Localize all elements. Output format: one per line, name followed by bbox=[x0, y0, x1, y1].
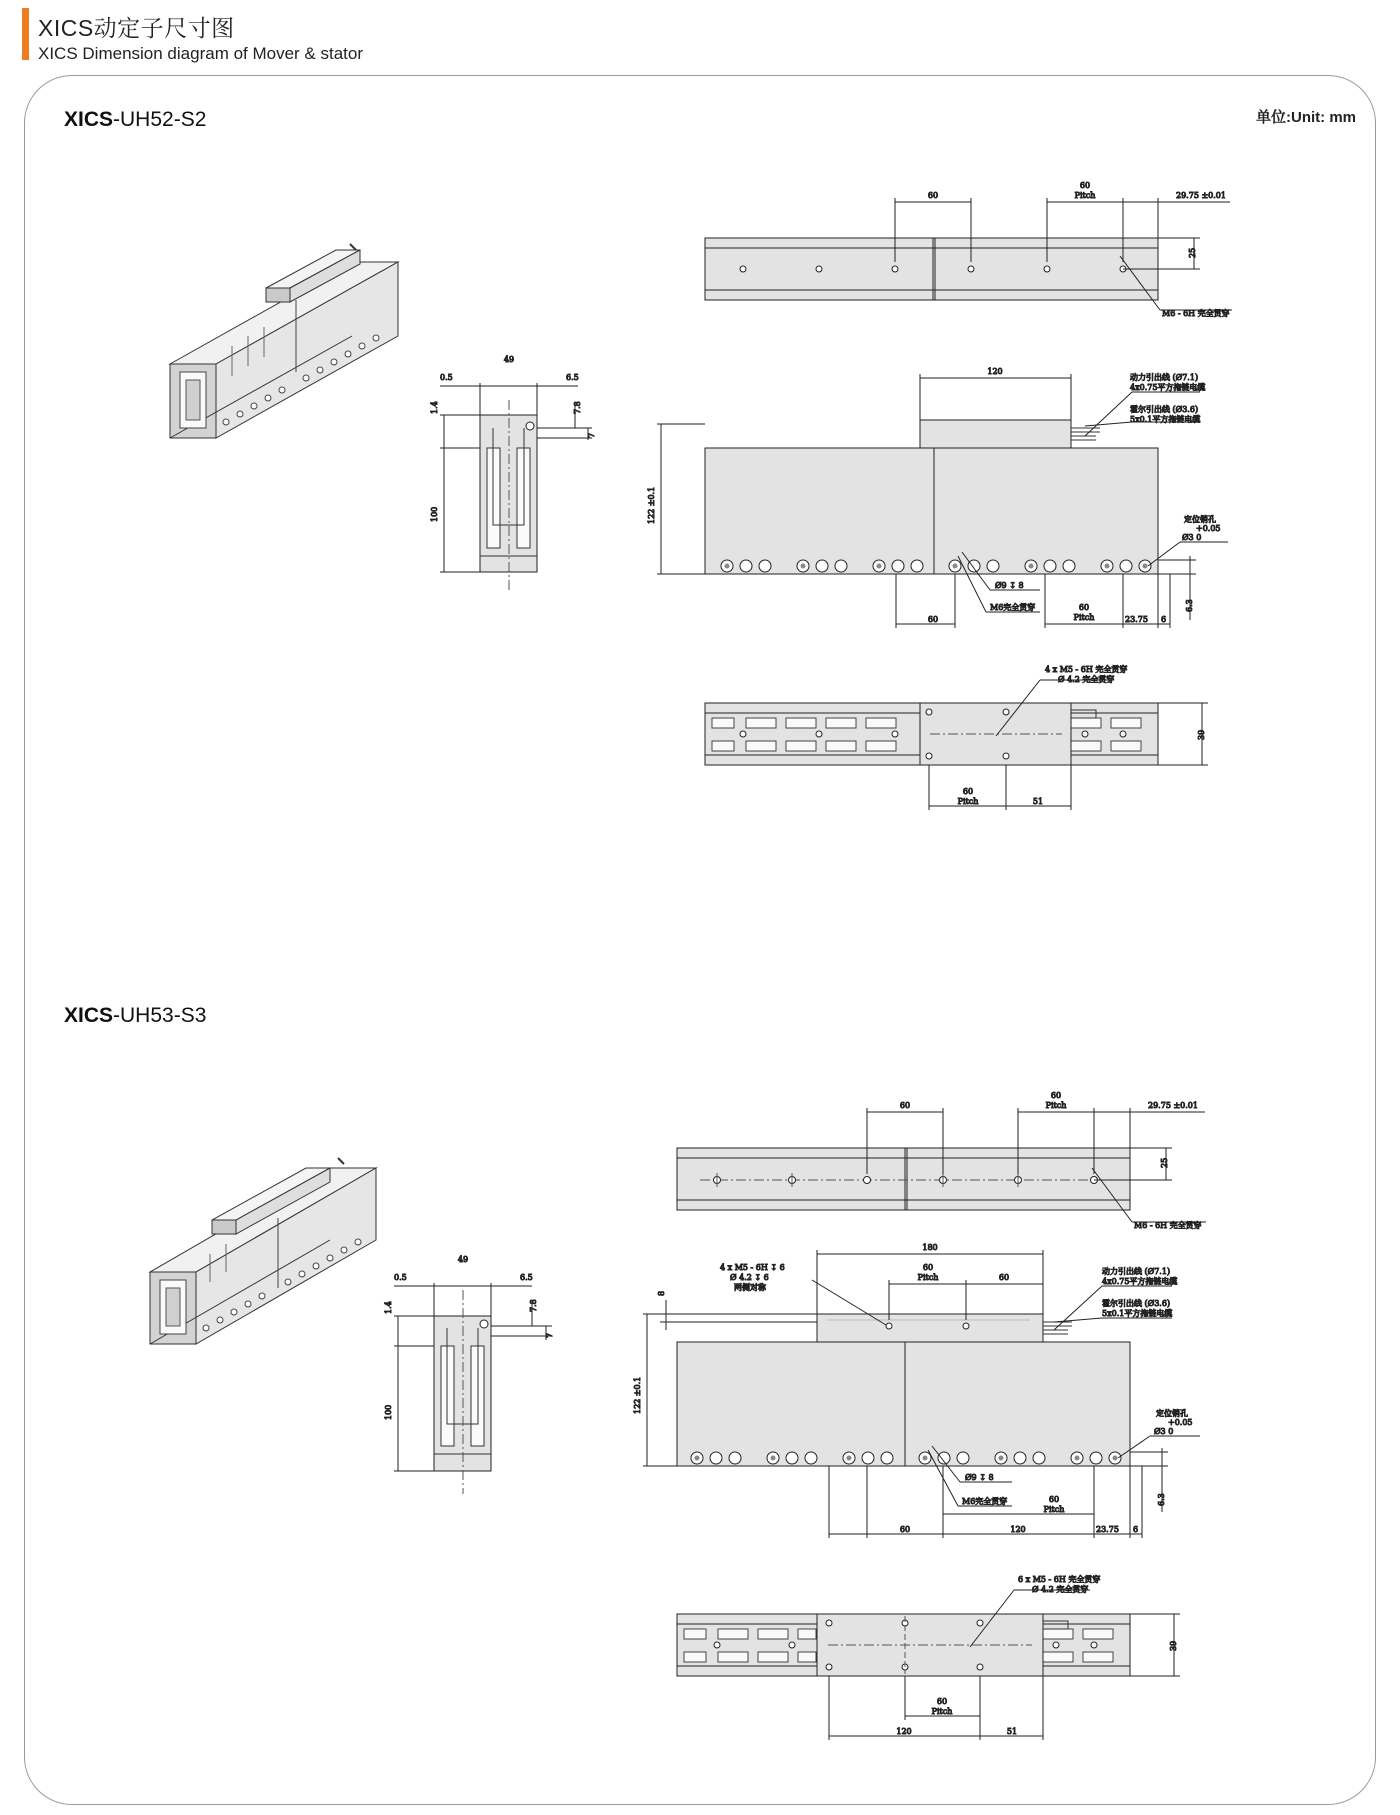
page-subtitle: XICS Dimension diagram of Mover & stator bbox=[38, 44, 364, 63]
dim-7: 7 bbox=[587, 432, 596, 438]
bottom-view-1 bbox=[705, 680, 1208, 810]
bottom-note-1: 4 x M5 - 6H 完全贯穿 bbox=[1045, 665, 1128, 674]
dim-side-mover-60: 60 bbox=[998, 1273, 1010, 1282]
note-hall-cable-spec: 5x0.1平方拖链电缆 bbox=[1130, 415, 1201, 424]
note-hall-cable-spec: 5x0.1平方拖链电缆 bbox=[1102, 1309, 1173, 1318]
dim-top-pitch: 60 bbox=[1079, 181, 1091, 190]
dim-side-120: 120 bbox=[1010, 1525, 1026, 1534]
dim-bottom-120: 120 bbox=[896, 1727, 912, 1736]
top-hole-note: M6 - 6H 完全贯穿 bbox=[1162, 309, 1230, 318]
dim-1-4: 1.4 bbox=[430, 401, 439, 414]
dim-side-60: 60 bbox=[927, 615, 939, 624]
note-cbore: Ø9 ↧ 8 bbox=[965, 1473, 994, 1482]
dim-top-pitch: 60 bbox=[1050, 1091, 1062, 1100]
dim-0-5: 0.5 bbox=[394, 1273, 407, 1282]
dim-side-122: 122 ±0.1 bbox=[647, 486, 656, 524]
mover-note-1: 4 x M5 - 6H ↧ 6 bbox=[720, 1263, 785, 1272]
top-view-2 bbox=[677, 1108, 1206, 1222]
note-pin-hole: 定位销孔 bbox=[1184, 515, 1216, 524]
model-title-2: XICS-UH53-S3 bbox=[64, 1004, 207, 1027]
note-power-cable: 动力引出线 (Ø7.1) bbox=[1102, 1267, 1171, 1276]
dim-bottom-pitch: 60 bbox=[936, 1697, 948, 1706]
dim-7-8: 7.8 bbox=[529, 1299, 538, 1312]
dim-49: 49 bbox=[503, 355, 515, 364]
dim-side-6: 6 bbox=[1133, 1525, 1139, 1534]
dim-6-5: 6.5 bbox=[566, 373, 579, 382]
dim-bottom-39: 39 bbox=[1169, 1640, 1178, 1651]
bottom-view-2 bbox=[677, 1590, 1180, 1740]
iso-view-1 bbox=[170, 244, 398, 438]
dim-side-6-3: 6.3 bbox=[1157, 1493, 1166, 1506]
dim-side-mover-pitch: 60 bbox=[922, 1263, 934, 1272]
note-power-cable: 动力引出线 (Ø7.1) bbox=[1130, 373, 1199, 382]
dim-bottom-pitch: 60 bbox=[962, 787, 974, 796]
bottom-note-2: Ø 4.2 完全贯穿 bbox=[1032, 1585, 1089, 1594]
note-pin-hole: 定位销孔 bbox=[1156, 1409, 1188, 1418]
dim-side-6-3: 6.3 bbox=[1185, 599, 1194, 612]
dim-side-pitch: 60 bbox=[1078, 603, 1090, 612]
note-hall-cable: 霍尔引出线 (Ø3.6) bbox=[1130, 405, 1199, 414]
dim-side-23-75: 23.75 bbox=[1125, 615, 1148, 624]
dim-top-60: 60 bbox=[927, 191, 939, 200]
dim-side-60: 60 bbox=[899, 1525, 911, 1534]
side-view-2 bbox=[643, 1250, 1200, 1538]
cross-section-1 bbox=[440, 383, 592, 592]
dim-side-120: 120 bbox=[987, 367, 1003, 376]
dim-bottom-51: 51 bbox=[1006, 1727, 1018, 1736]
mover-note-3: 两侧对称 bbox=[734, 1283, 766, 1292]
note-pin-tol: +0.05 bbox=[1196, 524, 1221, 533]
dim-top-end: 29.75 ±0.01 bbox=[1176, 191, 1226, 200]
page-title: XICS动定子尺寸图 bbox=[38, 15, 235, 41]
top-view-1 bbox=[705, 198, 1232, 310]
dim-top-25: 25 bbox=[1188, 247, 1197, 258]
model-title-1: XICS-UH52-S2 bbox=[64, 108, 207, 131]
dim-side-mover-pitch-word: Pitch bbox=[917, 1273, 939, 1282]
dim-0-5: 0.5 bbox=[440, 373, 453, 382]
dim-bottom-pitch-word: Pitch bbox=[957, 797, 979, 806]
unit-label: 单位:Unit: mm bbox=[1256, 109, 1356, 126]
dim-side-23-75: 23.75 bbox=[1096, 1525, 1119, 1534]
dim-bottom-39: 39 bbox=[1197, 729, 1206, 740]
top-hole-note: M6 - 6H 完全贯穿 bbox=[1134, 1221, 1202, 1230]
dim-6-5: 6.5 bbox=[520, 1273, 533, 1282]
note-hall-cable: 霍尔引出线 (Ø3.6) bbox=[1102, 1299, 1171, 1308]
dim-top-end: 29.75 ±0.01 bbox=[1148, 1101, 1198, 1110]
note-m6: M6完全贯穿 bbox=[962, 1497, 1008, 1506]
note-pin-tol: +0.05 bbox=[1168, 1418, 1193, 1427]
dim-100: 100 bbox=[430, 506, 439, 522]
dim-bottom-pitch-word: Pitch bbox=[931, 1707, 953, 1716]
iso-view-2 bbox=[150, 1158, 376, 1344]
dim-side-pitch-word: Pitch bbox=[1073, 613, 1095, 622]
dim-side-122: 122 ±0.1 bbox=[633, 1376, 642, 1414]
dim-top-60: 60 bbox=[899, 1101, 911, 1110]
note-power-cable-spec: 4x0.75平方拖链电缆 bbox=[1102, 1277, 1178, 1286]
note-m6: M6完全贯穿 bbox=[990, 603, 1036, 612]
cross-section-2 bbox=[394, 1283, 552, 1494]
dim-top-pitch-word: Pitch bbox=[1074, 191, 1096, 200]
dim-top-25: 25 bbox=[1160, 1157, 1169, 1168]
note-pin-dia: Ø3 0 bbox=[1154, 1427, 1174, 1436]
note-cbore: Ø9 ↧ 8 bbox=[995, 581, 1024, 590]
bottom-note-1: 6 x M5 - 6H 完全贯穿 bbox=[1018, 1575, 1101, 1584]
dim-top-pitch-word: Pitch bbox=[1045, 1101, 1067, 1110]
note-pin-dia: Ø3 0 bbox=[1182, 533, 1202, 542]
dim-1-4: 1.4 bbox=[384, 1301, 393, 1314]
dim-7-8: 7.8 bbox=[573, 401, 582, 414]
dim-7: 7 bbox=[545, 1332, 554, 1338]
dim-100: 100 bbox=[384, 1404, 393, 1420]
mover-note-2: Ø 4.2 ↧ 6 bbox=[730, 1273, 769, 1282]
note-power-cable-spec: 4x0.75平方拖链电缆 bbox=[1130, 383, 1206, 392]
dim-side-6: 6 bbox=[1161, 615, 1167, 624]
dim-side-pitch: 60 bbox=[1048, 1495, 1060, 1504]
dim-49: 49 bbox=[457, 1255, 469, 1264]
dim-side-8: 8 bbox=[657, 1290, 666, 1296]
dim-bottom-51: 51 bbox=[1032, 797, 1044, 806]
dim-side-180: 180 bbox=[922, 1243, 938, 1252]
bottom-note-2: Ø 4.2 完全贯穿 bbox=[1058, 675, 1115, 684]
dim-side-pitch-word: Pitch bbox=[1043, 1505, 1065, 1514]
